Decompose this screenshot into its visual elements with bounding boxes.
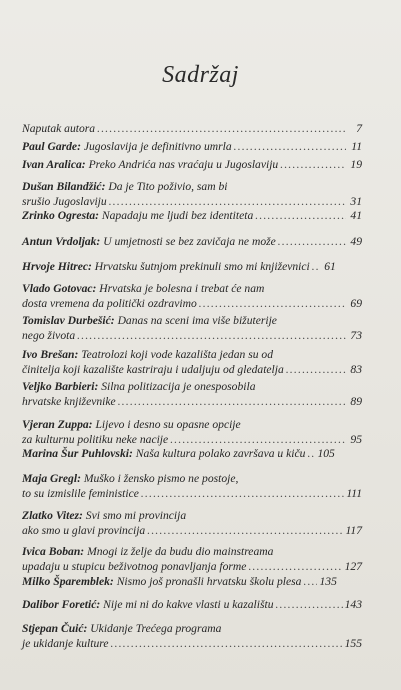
toc-entry-author: Ivica Boban: <box>22 545 85 558</box>
toc-entry <box>22 158 362 173</box>
toc-entry-title: Danas na sceni ima više bižuterije <box>117 314 277 327</box>
toc-entry-author: Paul Garde: <box>22 140 81 153</box>
leader-dots <box>255 209 346 224</box>
toc-entry <box>22 380 362 409</box>
toc-entry-author: Ivan Aralica: <box>22 158 86 171</box>
toc-entry-title: Jugoslavija je definitivno umrla <box>83 140 232 153</box>
toc-entry-title: Silna politizacija je onesposobila <box>101 380 256 393</box>
toc-entry-author: Maja Gregl: <box>22 472 81 485</box>
toc-entry-title: Muško i žensko pismo ne postoje, <box>83 472 239 485</box>
toc-entry-page: 83 <box>350 362 362 376</box>
toc-entry-page: 31 <box>350 194 362 208</box>
toc-entry-title-cont: to su izmislile feministice <box>22 486 139 500</box>
leader-dots <box>278 235 346 250</box>
toc-entry-title: Preko Andrića nas vraćaju u Jugoslaviju <box>88 158 279 171</box>
leader-dots <box>199 297 346 312</box>
toc-entry-page: 155 <box>344 636 362 650</box>
toc-entry-title-cont: činitelja koji kazalište kastriraju i udaljuju od gledatelja <box>22 362 284 376</box>
toc-entry <box>22 348 362 377</box>
toc-entry-page: 111 <box>346 486 362 500</box>
toc-entry-title: Ukidanje Trećega programa <box>90 622 222 635</box>
leader-dots <box>141 487 344 502</box>
toc-entry-title: Svi smo mi provincija <box>85 509 187 522</box>
toc-entry-page: 95 <box>350 432 362 446</box>
toc-entry-page: 127 <box>344 559 362 573</box>
toc-entry-author: Antun Vrdoljak: <box>22 235 101 248</box>
toc-entry-author: Tomislav Durbešić: <box>22 314 115 327</box>
toc-entry-page: 49 <box>350 235 362 248</box>
toc-entry-title: Mnogi iz želje da budu dio mainstreama <box>87 545 274 558</box>
leader-dots <box>303 575 317 590</box>
toc-entry-author: Veljko Barbieri: <box>22 380 99 393</box>
toc-entry-author: Zrinko Ogresta: <box>22 209 99 222</box>
toc-entry <box>22 209 362 224</box>
leader-dots <box>147 524 343 539</box>
toc-entry <box>22 235 362 250</box>
toc-entry-author: Dušan Bilandžić: <box>22 180 106 193</box>
toc-entry-page: 73 <box>350 328 362 342</box>
page-title: Sadržaj <box>162 62 239 88</box>
leader-dots <box>280 158 346 173</box>
toc-entry <box>22 509 362 538</box>
toc-entry-author: Vjeran Zuppa: <box>22 418 93 431</box>
toc-entry-title: Da je Tito poživio, sam bi <box>108 180 228 193</box>
toc-entry-title-cont: je ukidanje kulture <box>22 636 109 650</box>
toc-entry <box>22 140 362 155</box>
toc-entry <box>22 545 362 574</box>
toc-entry <box>22 575 362 590</box>
toc-entry-page: 41 <box>350 209 362 222</box>
toc-entry-page: 69 <box>350 296 362 310</box>
toc-entry-page: 135 <box>319 575 337 588</box>
toc-entry-author: Stjepan Čuić: <box>22 622 88 635</box>
leader-dots <box>307 447 315 462</box>
leader-dots <box>312 260 320 275</box>
toc-entry-title: U umjetnosti se bez zavičaja ne može <box>103 235 276 248</box>
toc-entry-title-cont: za kulturnu politiku neke nacije <box>22 432 169 446</box>
toc-entry-title: Teatrolozi koji vode kazališta jedan su od <box>81 348 274 361</box>
leader-dots <box>118 395 346 410</box>
toc-entry-page: 117 <box>345 523 362 537</box>
toc-entry <box>22 314 362 343</box>
toc-entry-author: Zlatko Vitez: <box>22 509 83 522</box>
leader-dots <box>109 195 346 210</box>
toc-entry-author: Vlado Gotovac: <box>22 282 97 295</box>
toc-entry-title-cont: nego života <box>22 328 76 342</box>
toc-entry-page: 7 <box>356 122 362 135</box>
leader-dots <box>97 122 346 137</box>
leader-dots <box>170 433 346 448</box>
toc-entry-page: 89 <box>350 394 362 408</box>
toc-entry <box>22 282 362 311</box>
toc-entry-author: Ivo Brešan: <box>22 348 79 361</box>
toc-entry-author: Milko Šparemblek: <box>22 575 114 588</box>
toc-entry <box>22 180 362 209</box>
toc-entry-page: 11 <box>351 140 362 153</box>
leader-dots <box>234 140 346 155</box>
toc-entry-title-cont: srušio Jugoslaviju <box>22 194 107 208</box>
toc-entry <box>22 447 362 462</box>
toc-entry <box>22 472 362 501</box>
toc-entry-title: Napadaju me ljudi bez identiteta <box>101 209 254 222</box>
toc-entry-title-cont: hrvatske književnike <box>22 394 116 408</box>
toc-entry-page: 61 <box>324 260 336 273</box>
toc-entry-title: Lijevo i desno su opasne opcije <box>95 418 241 431</box>
toc-entry-title-cont: dosta vremena da politički ozdravimo <box>22 296 197 310</box>
toc-entry-author: Dalibor Foretić: <box>22 598 101 611</box>
toc-entry-page: 105 <box>317 447 335 460</box>
toc-entry-page: 143 <box>344 598 362 611</box>
toc-entry <box>22 418 362 447</box>
toc-entry <box>22 122 362 137</box>
toc-entry <box>22 622 362 651</box>
leader-dots <box>111 637 343 652</box>
toc-entry-title: Hrvatska je bolesna i trebat će nam <box>99 282 265 295</box>
toc-entry-title-cont: upadaju u stupicu beživotnog ponavljanja forme <box>22 559 247 573</box>
leader-dots <box>77 329 346 344</box>
toc-entry-title-cont: ako smo u glavi provincija <box>22 523 146 537</box>
toc-entry-title: Hrvatsku šutnjom prekinuli smo mi književnici <box>94 260 310 273</box>
toc-entry-title: Nije mi ni do kakve vlasti u kazalištu <box>103 598 274 611</box>
leader-dots <box>286 363 346 378</box>
toc-entry-title: Naputak autora <box>22 122 96 135</box>
toc-entry-title: Nismo još pronašli hrvatsku školu plesa <box>116 575 302 588</box>
toc-entry-author: Marina Šur Puhlovski: <box>22 447 133 460</box>
toc-entry-author: Hrvoje Hitrec: <box>22 260 92 273</box>
leader-dots <box>276 598 343 613</box>
toc-entry-title: Naša kultura polako završava u kiču <box>135 447 306 460</box>
toc-entry <box>22 598 362 613</box>
toc-entry-page: 19 <box>350 158 362 171</box>
toc-entry <box>22 260 362 275</box>
leader-dots <box>248 560 342 575</box>
